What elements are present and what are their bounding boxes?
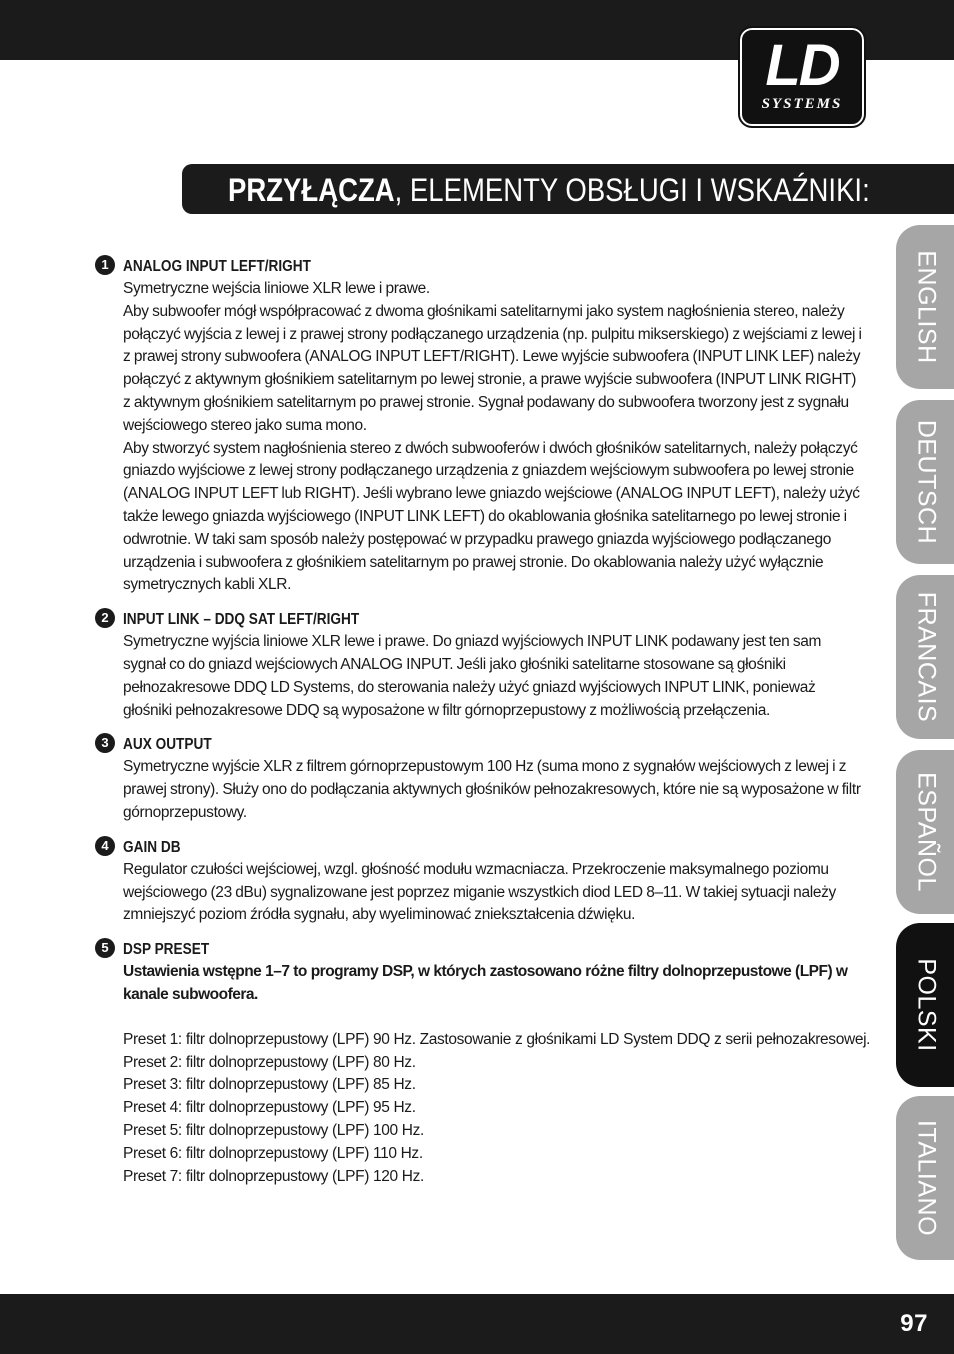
section-analog-input [95, 255, 865, 597]
section-heading: ANALOG INPUT LEFT/RIGHT [123, 258, 311, 275]
section-number-badge: 4 [95, 836, 115, 856]
section-dsp-preset [95, 938, 871, 1188]
preset-line: Preset 6: filtr dolnoprzepustowy (LPF) 110 Hz. [123, 1144, 423, 1162]
spacer [123, 1007, 865, 1029]
preset-line: Preset 7: filtr dolnoprzepustowy (LPF) 120 Hz. [123, 1167, 424, 1185]
section-aux-output [95, 733, 865, 824]
section-paragraph: Aby stworzyć system nagłośnienia stereo z dwóch subwooferów i dwóch głośników satelitarnych, należy połączyć gniazdo wyjściowe z lewej strony podłączanego urządzenia z gniazdem wejściowym subwoofera po lewej stronie (ANALOG INPUT LEFT lub RIGHT). Jeśli wybrano lewe gniazdo wejściowe (ANALOG INPUT LEFT), należy użyć także lewego gniazda wyjściowego (INPUT LINK LEFT) do okablowania głośnika satelitarnego po lewej stronie i odwrotnie. W taki sam sposób należy postępować w przypadku prawego gniazda wyjściowego podłączanego urządzenia i subwoofera z głośnikiem satelitarnym po prawej stronie. Do okablowania należy użyć wyłącznie symetrycznych kabli XLR. [123, 439, 860, 594]
preset-line: Preset 4: filtr dolnoprzepustowy (LPF) 95 Hz. [123, 1099, 416, 1117]
tab-deutsch[interactable] [896, 400, 954, 564]
ld-systems-logo [740, 28, 864, 126]
tab-label: FRANCAIS [912, 591, 941, 723]
section-heading: AUX OUTPUT [123, 736, 212, 754]
page-number: 97 [900, 1310, 928, 1337]
section-input-link [95, 608, 865, 722]
section-paragraph: Aby subwoofer mógł współpracować z dwoma głośnikami satelitarnymi jako system nagłośnienia stereo, należy połączyć wyjścia z lewej i z prawej strony podłączanego urządzenia (np. pulpitu mikserskiego) z wejściami z lewej i z prawej strony subwoofera (ANALOG INPUT LEFT/RIGHT). Lewe wyjście subwoofera (INPUT LINK LEF) należy połączyć z aktywnym głośnikiem satelitarnym po lewej stronie, a prawe wyjście subwoofera (INPUT LINK RIGHT) z aktywnym głośnikiem satelitarnym po prawej stronie. Sygnał podawany do subwoofera tworzony jest z sygnału wejściowego stereo jako suma mono. [123, 302, 862, 434]
tab-label: ENGLISH [912, 250, 941, 364]
section-paragraph: Regulator czułości wejściowej, wzgl. głośność modułu wzmacniacza. Przekroczenie maksymalnego poziomu wejściowego (23 dBu) sygnalizowane jest poprzez miganie wszystkich diod LED 8–11. W takiej sytuacji należy zmniejszyć poziom źródła sygnału, aby wyeliminować zniekształcenia dźwięku. [123, 860, 836, 924]
bottom-bar [0, 1294, 954, 1354]
preset-line: Preset 1: filtr dolnoprzepustowy (LPF) 90 Hz. Zastosowanie z głośnikami LD System DDQ z serii pełnozakresowej. [123, 1030, 871, 1048]
tab-espanol[interactable] [896, 750, 954, 914]
page-title [228, 170, 870, 210]
tab-label: DEUTSCH [912, 419, 941, 545]
title-banner [182, 164, 954, 214]
section-heading: INPUT LINK – DDQ SAT LEFT/RIGHT [123, 611, 360, 629]
section-number-badge: 2 [95, 608, 115, 628]
section-intro-bold: Ustawienia wstępne 1–7 to programy DSP, w których zastosowano różne filtry dolnoprzepustowe (LPF) w kanale subwoofera. [123, 963, 848, 1003]
tab-francais[interactable] [896, 575, 954, 739]
logo-ld-text: LD [765, 33, 839, 98]
page-title-bold: PRZYŁĄCZA [228, 172, 395, 208]
section-heading: DSP PRESET [123, 941, 210, 959]
tab-italiano[interactable] [896, 1096, 954, 1260]
main-content [95, 255, 871, 1199]
section-paragraph: Symetryczne wyjścia liniowe XLR lewe i prawe. Do gniazd wyjściowych INPUT LINK podawany jest ten sam sygnał co do gniazd wejściowych ANALOG INPUT. Jeśli jako głośniki satelitarne stosowane są głośniki pełnozakresowe DDQ LD Systems, do sterowania należy użyć gniazd wyjściowych INPUT LINK, ponieważ głośniki pełnozakresowe DDQ są wyposażone w filtr górnoprzepustowy z możliwością przełączenia. [123, 633, 822, 719]
page-title-rest: , ELEMENTY OBSŁUGI I WSKAŹNIKI: [394, 172, 870, 208]
tab-polski[interactable] [896, 923, 954, 1087]
section-number-badge: 1 [95, 255, 115, 275]
section-number-badge: 5 [95, 938, 115, 958]
tab-english[interactable] [896, 225, 954, 389]
tab-label: POLSKI [912, 958, 941, 1052]
section-paragraph: Symetryczne wyjście XLR z filtrem górnoprzepustowym 100 Hz (suma mono z sygnałów wejściowych z lewej i z prawej strony). Służy ono do podłączania aktywnych głośników pełnozakresowych, które nie są wyposażone w filtr górnoprzepustowy. [123, 758, 861, 821]
section-heading: GAIN DB [123, 838, 181, 856]
logo-systems-text: SYSTEMS [761, 96, 843, 112]
preset-line: Preset 3: filtr dolnoprzepustowy (LPF) 85 Hz. [123, 1076, 416, 1094]
section-number-badge: 3 [95, 733, 115, 753]
tab-label: ITALIANO [912, 1119, 941, 1237]
tab-label: ESPAÑOL [912, 772, 941, 892]
section-gain-db [95, 836, 865, 927]
preset-line: Preset 5: filtr dolnoprzepustowy (LPF) 100 Hz. [123, 1121, 424, 1139]
preset-line: Preset 2: filtr dolnoprzepustowy (LPF) 80 Hz. [123, 1053, 416, 1071]
section-paragraph: Symetryczne wejścia liniowe XLR lewe i prawe. [123, 280, 430, 297]
